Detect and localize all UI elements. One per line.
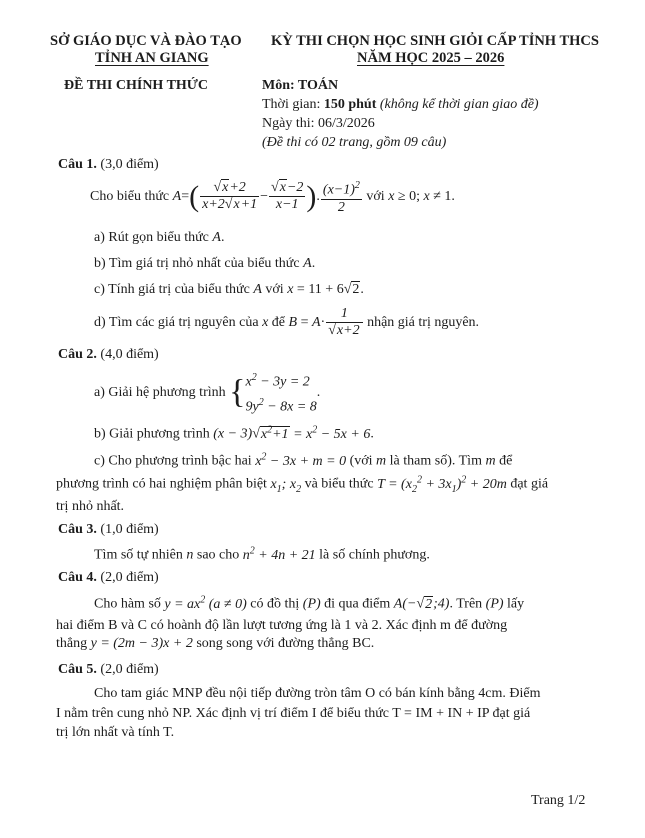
exam-date: Ngày thi: 06/3/2026 xyxy=(262,116,375,131)
q1-part-c: c) Tính giá trị của biểu thức A với x = 11 + 6√2. xyxy=(94,282,364,297)
q4-line2: hai điểm B và C có hoành độ lần lượt tương ứng là 1 và 2. Xác định m để đường xyxy=(56,618,508,633)
q1-heading: Câu 1. (3,0 điểm) xyxy=(58,157,159,172)
official-exam-label: ĐỀ THI CHÍNH THỨC xyxy=(64,78,209,93)
time-line: Thời gian: 150 phút (không kể thời gian giao đề) xyxy=(262,97,539,112)
q1-part-a: a) Rút gọn biểu thức A. xyxy=(94,230,225,245)
province-name: TỈNH AN GIANG xyxy=(95,50,209,66)
department-name: SỞ GIÁO DỤC VÀ ĐÀO TẠO xyxy=(50,33,242,49)
pages-note: (Đề thi có 02 trang, gồm 09 câu) xyxy=(262,135,447,150)
q5-line3: trị lớn nhất và tính T. xyxy=(56,725,175,740)
q1-expression-line: Cho biểu thức A=( $\frac{√x+2}{x+2√x+1}$ − $\frac{√x-2}{x-1}$ ). $\frac{(x-1)^2}{2}$ với x ≥ 0; x ≠ 1. xyxy=(90,179,455,215)
q3-text: Tìm số tự nhiên n sao cho $n^2 + 4n + 21$ là số chính phương. xyxy=(94,545,430,563)
q4-line1: Cho hàm số $y = ax^2$ (a ≠ 0) có đồ thị (P) đi qua điểm A(−√2;4). Trên (P) lấy xyxy=(94,594,525,612)
q2-part-c-line1: c) Cho phương trình bậc hai $x^2 - 3x + m = 0$ (với m là tham số). Tìm m để xyxy=(94,451,513,469)
school-year: NĂM HỌC 2025 – 2026 xyxy=(357,50,505,66)
subject: Môn: TOÁN xyxy=(262,78,339,93)
page-number: Trang 1/2 xyxy=(531,793,586,808)
q5-line2: I nằm trên cung nhỏ NP. Xác định vị trí điểm I để biểu thức T = IM + IN + IP đạt giá xyxy=(56,706,531,721)
q2-part-c-line2: phương trình có hai nghiệm phân biệt $x_1$; $x_2$ và biểu thức $T = (x_2^2 + 3x_1)^2 + 20m$ đạt giá xyxy=(56,474,549,495)
q5-heading: Câu 5. (2,0 điểm) xyxy=(58,662,159,677)
q2-part-c-line3: trị nhỏ nhất. xyxy=(56,499,125,514)
q5-line1: Cho tam giác MNP đều nội tiếp đường tròn tâm O có bán kính bằng 4cm. Điểm xyxy=(94,686,541,701)
q1-part-d: d) Tìm các giá trị nguyên của x để B = A· $\frac{1}{√x+2}$ nhận giá trị nguyên. xyxy=(94,306,480,339)
q3-heading: Câu 3. (1,0 điểm) xyxy=(58,522,159,537)
q2-part-a: a) Giải hệ phương trình { $x^2 - 3y = 2$ $9y^2 - 8x = 8$ . xyxy=(94,372,321,415)
q4-heading: Câu 4. (2,0 điểm) xyxy=(58,570,159,585)
q4-line3: thẳng y = (2m − 3)x + 2 song song với đường thẳng BC. xyxy=(56,636,375,651)
q2-heading: Câu 2. (4,0 điểm) xyxy=(58,347,159,362)
q2-part-b: b) Giải phương trình $(x - 3)√x^2+1 = x^2 - 5x + 6$. xyxy=(94,424,374,442)
q1-part-b: b) Tìm giá trị nhỏ nhất của biểu thức A. xyxy=(94,256,316,271)
exam-title: KỲ THI CHỌN HỌC SINH GIỎI CẤP TỈNH THCS xyxy=(271,33,599,49)
